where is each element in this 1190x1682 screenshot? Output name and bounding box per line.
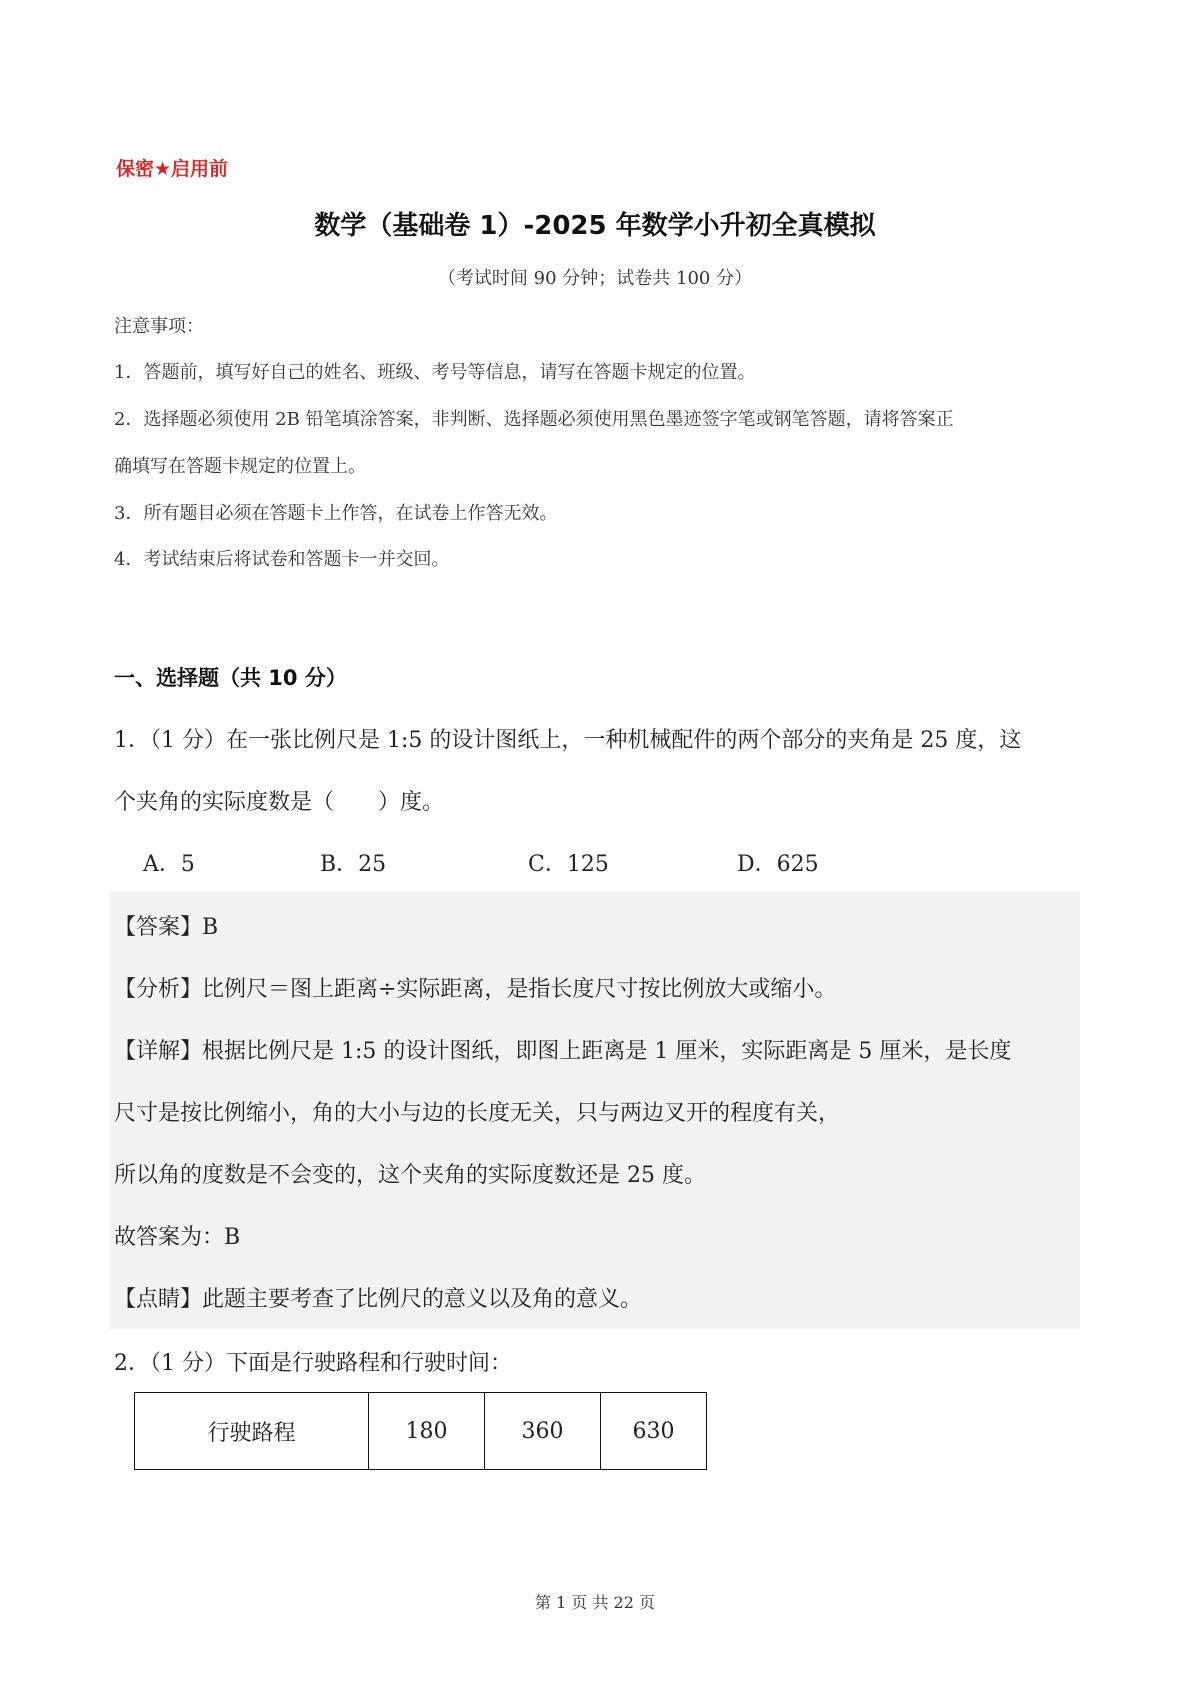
- option-b: B．25: [320, 852, 387, 877]
- detail-line: 尺寸是按比例缩小，角的大小与边的长度无关，只与两边叉开的程度有关，: [114, 1101, 841, 1126]
- analysis-line: 【分析】比例尺＝图上距离÷实际距离，是指长度尺寸按比例放大或缩小。: [114, 977, 837, 1002]
- table-cell: 360: [485, 1393, 601, 1470]
- exam-subtitle: （考试时间 90 分钟；试卷共 100 分）: [437, 268, 753, 289]
- distance-table: [134, 1392, 707, 1470]
- exam-title: 数学（基础卷 1）-2025 年数学小升初全真模拟: [314, 211, 876, 241]
- notice-item: 2．选择题必须使用 2B 铅笔填涂答案，非判断、选择题必须使用黑色墨迹签字笔或钢笔答题，请将答案正: [114, 409, 954, 430]
- question-2-text: 2．（1 分）下面是行驶路程和行驶时间：: [114, 1351, 512, 1376]
- table-header-cell: 行驶路程: [135, 1393, 369, 1470]
- detail-line: 所以角的度数是不会变的，这个夹角的实际度数还是 25 度。: [114, 1163, 706, 1188]
- section-title: 一、选择题（共 10 分）: [114, 666, 347, 690]
- notice-heading: 注意事项：: [114, 316, 204, 337]
- question-1-text: 1．（1 分）在一张比例尺是 1:5 的设计图纸上，一种机械配件的两个部分的夹角是 25 度，这: [114, 728, 1022, 753]
- option-d: D．625: [737, 852, 819, 877]
- notice-item: 3．所有题目必须在答题卡上作答，在试卷上作答无效。: [114, 503, 558, 524]
- detail-line: 【详解】根据比例尺是 1:5 的设计图纸，即图上距离是 1 厘米，实际距离是 5 厘米，是长度: [114, 1039, 1012, 1064]
- table-row: [135, 1393, 707, 1470]
- notice-item: 确填写在答题卡规定的位置上。: [114, 456, 366, 477]
- page-number: 第 1 页 共 22 页: [535, 1593, 655, 1612]
- table-cell: 180: [369, 1393, 485, 1470]
- option-a: A．5: [143, 852, 195, 877]
- conclusion-line: 故答案为：B: [114, 1225, 241, 1250]
- option-c: C．125: [528, 852, 609, 877]
- question-1-text-cont: 个夹角的实际度数是（ ）度。: [114, 790, 445, 815]
- confidential-label: 保密★启用前: [116, 158, 229, 180]
- notice-item: 1．答题前，填写好自己的姓名、班级、考号等信息，请写在答题卡规定的位置。: [114, 362, 756, 383]
- table-cell: 630: [601, 1393, 707, 1470]
- comment-line: 【点睛】此题主要考查了比例尺的意义以及角的意义。: [114, 1287, 643, 1312]
- answer-line: 【答案】B: [114, 915, 219, 940]
- notice-item: 4．考试结束后将试卷和答题卡一并交回。: [114, 549, 450, 570]
